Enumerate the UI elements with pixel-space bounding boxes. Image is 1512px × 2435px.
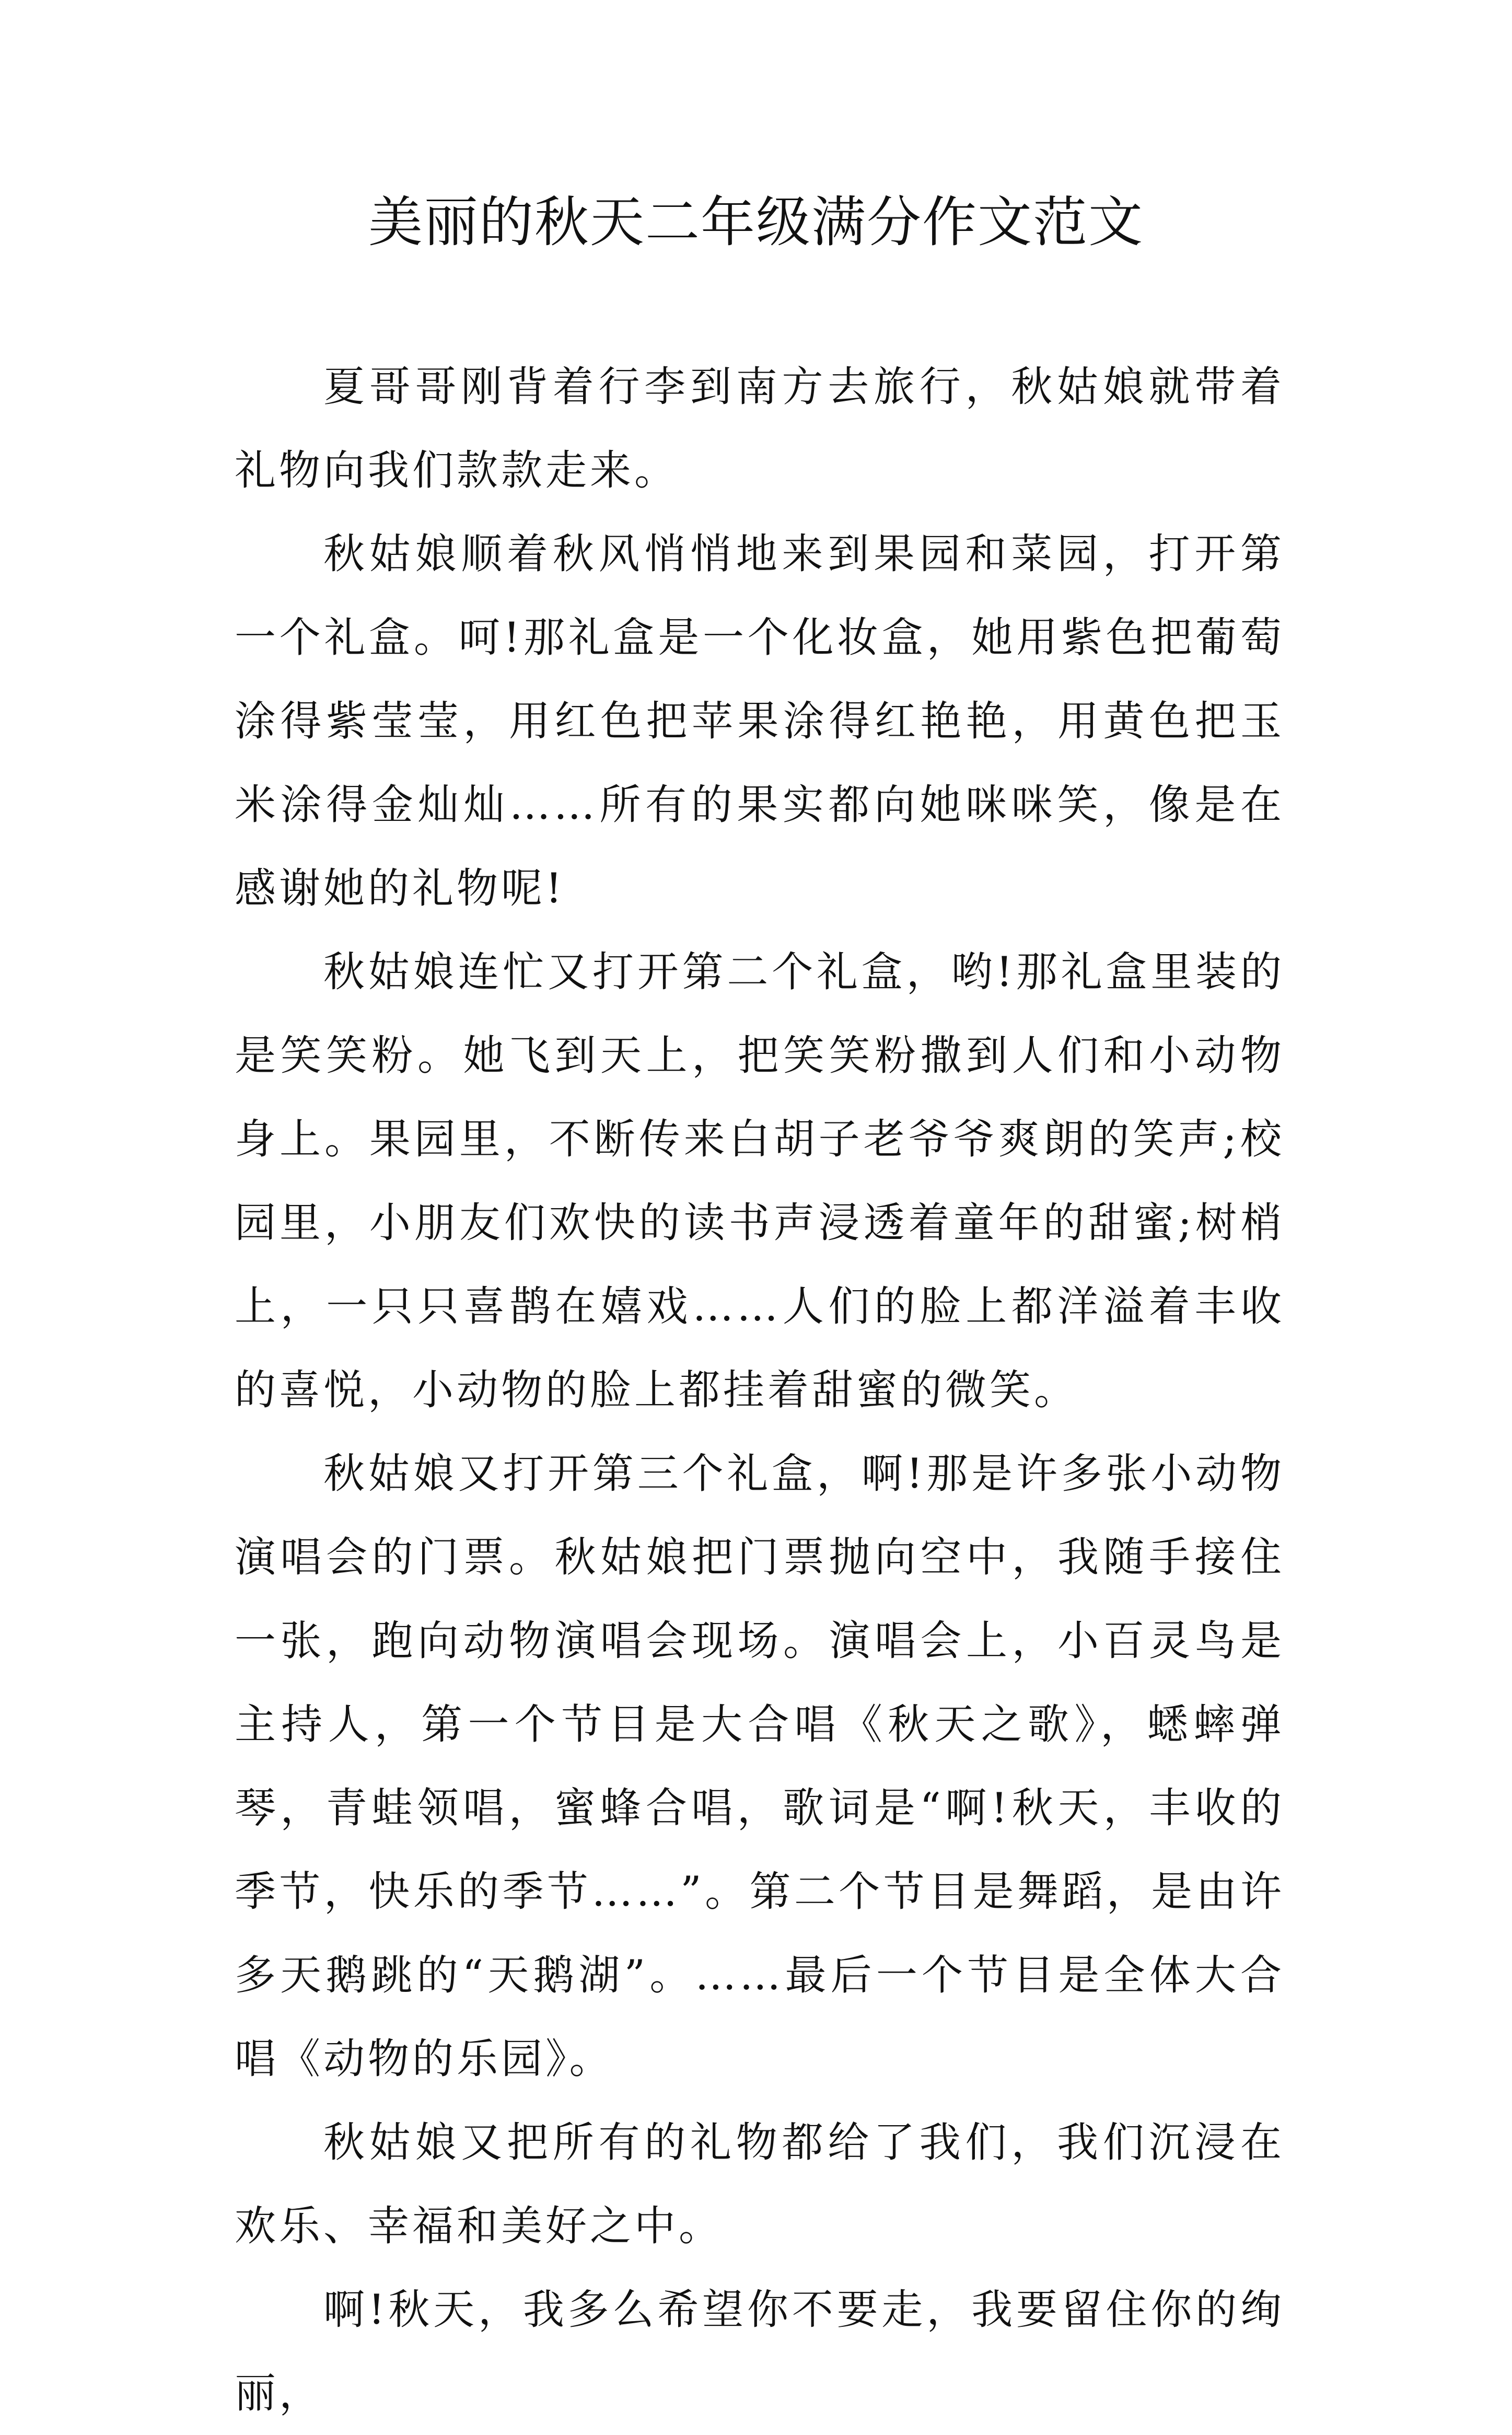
paragraph: 秋姑娘又打开第三个礼盒，啊!那是许多张小动物演唱会的门票。秋姑娘把门票抛向空中，我随手接住一张，跑向动物演唱会现场。演唱会上，小百灵鸟是主持人，第一个节目是大合唱《秋天之歌》，蟋蟀弹琴，青蛙领唱，蜜蜂合唱，歌词是“啊!秋天，丰收的季节，快乐的季节……”。第二个节目是舞蹈，是由许多天鹅跳的“天鹅湖”。……最后一个节目是全体大合唱《动物的乐园》。: [235, 1450, 1285, 2083]
paragraph: 秋姑娘连忙又打开第二个礼盒，哟!那礼盒里装的是笑笑粉。她飞到天上，把笑笑粉撒到人们和小动物身上。果园里，不断传来白胡子老爷爷爽朗的笑声;校园里，小朋友们欢快的读书声浸透着童年的甜蜜;树梢上，一只只喜鹊在嬉戏……人们的脸上都洋溢着丰收的喜悦，小动物的脸上都挂着甜蜜的微笑。: [235, 948, 1285, 1414]
document-title: 美丽的秋天二年级满分作文范文: [368, 190, 1144, 254]
paragraph: 秋姑娘又把所有的礼物都给了我们，我们沉浸在欢乐、幸福和美好之中。: [235, 2118, 1285, 2250]
paragraph: 夏哥哥刚背着行李到南方去旅行，秋姑娘就带着礼物向我们款款走来。: [235, 363, 1285, 494]
paragraph: 啊!秋天，我多么希望你不要走，我要留住你的绚丽，: [235, 2286, 1285, 2417]
document-body: [235, 345, 1285, 2435]
paragraph: 秋姑娘顺着秋风悄悄地来到果园和菜园，打开第一个礼盒。呵!那礼盒是一个化妆盒，她用紫色把葡萄涂得紫莹莹，用红色把苹果涂得红艳艳，用黄色把玉米涂得金灿灿……所有的果实都向她咪咪笑，像是在感谢她的礼物呢!: [235, 530, 1285, 912]
